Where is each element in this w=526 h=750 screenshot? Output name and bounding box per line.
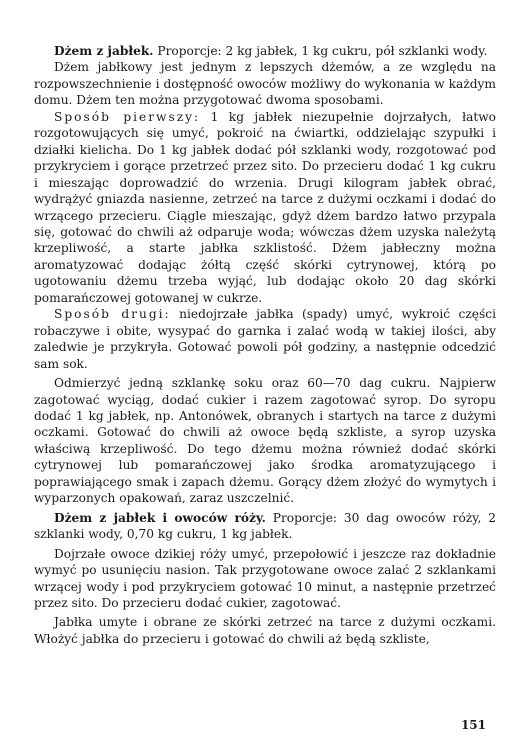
paragraph-3 (34, 109, 496, 306)
recipe-title-apple-rosehip-jam: Dżem z jabłek i owoców róży. (54, 510, 266, 525)
paragraph-text: Dżem jabłkowy jest jednym z lepszych dżemów, a ze względu na rozpowszechnienie i dostępność owoców możliwy do wykonania w każdym domu. Dżem ten można przygotować dwoma sposobami. (34, 60, 496, 108)
paragraph-4 (34, 306, 496, 372)
paragraph-text: niedojrzałe jabłka (spady) umyć, wykroić części robaczywe i obite, wysypać do garnka i zalać wodą w takiej ilości, aby zaledwie je przykryła. Gotować powoli pół godziny, a następnie odcedzić sam sok. (34, 307, 496, 371)
paragraph-text: Proporcje: 2 kg jabłek, 1 kg cukru, pół szklanki wody. (153, 44, 488, 58)
paragraph-8 (34, 614, 496, 647)
page-body (34, 40, 496, 647)
paragraph-6 (34, 510, 496, 543)
paragraph-text: Proporcje: 30 dag owoców róży, 2 szklanki wody, 0,70 kg cukru, 1 kg jabłek. (34, 510, 496, 542)
page-number: 151 (460, 718, 486, 732)
recipe-title-apple-jam: Dżem z jabłek. (54, 44, 154, 58)
paragraph-text: Jabłka umyte i obrane ze skórki zetrzeć na tarce z dużymi oczkami. Włożyć jabłka do przecieru i gotować do chwili aż będą szkliste, (34, 615, 496, 646)
paragraph-text: 1 kg jabłek niezupełnie dojrzałych, łatwo rozgotowujących się umyć, pokroić na ćwiartki, oddzielając szypułki i działki kielicha. Do 1 kg jabłek dodać pół szklanki wody, rozgotować pod przykryciem i gorące przetrzeć przez sito. Do przecieru dodać 1 kg cukru i mieszając doprowadzić do wrzenia. Drugi kilogram jabłek obrać, wydrążyć gniazda nasienne, zetrzeć na tarce z dużymi oczkami i dodać do wrzącego przecieru. Ciągle mieszając, gdyż dżem bardzo łatwo przypala się, gotować do chwili aż odparuje woda; wówczas dżem uzyska należytą krzepliwość, a starte jabłka szklistość. Dżem jabłeczny można aromatyzować dodając żółtą część skórki cytrynowej, którą po ugotowaniu dżemu trzeba wyjąć, lub dodając około 20 dag skórki pomarańczowej gotowanej w cukrze. (34, 109, 497, 305)
method-2-heading: Sposób drugi: (54, 307, 171, 322)
paragraph-5 (34, 375, 496, 507)
paragraph-7 (34, 546, 496, 612)
paragraph-2 (34, 59, 496, 108)
paragraph-text: Dojrzałe owoce dzikiej róży umyć, przepołowić i jeszcze raz dokładnie wymyć po usunięciu nasion. Tak przygotowane owoce zalać 2 szklankami wrzącej wody i pod przykryciem gotować 10 minut, a następnie przetrzeć przez sito. Do przecieru dodać cukier, zagotować. (34, 546, 496, 610)
paragraph-text: Odmierzyć jedną szklankę soku oraz 60—70 dag cukru. Najpierw zagotować wyciąg, dodać cukier i razem zagotować syrop. Do syropu dodać 1 kg jabłek, np. Antonówek, obranych i startych na tarce z dużymi oczkami. Gotować do chwili aż owoce będą szkliste, a syrop uzyska właściwą krzepliwość. Do tego dżemu można również dodać skórki cytrynowej lub pomarańczowej jako środka aromatyzującego i poprawiającego smak i zapach dżemu. Gorący dżem złożyć do wymytych i wyparzonych opakowań, zaraz uszczelnić. (34, 376, 496, 506)
paragraph-1 (34, 43, 496, 59)
method-1-heading: Sposób pierwszy: (54, 109, 201, 124)
